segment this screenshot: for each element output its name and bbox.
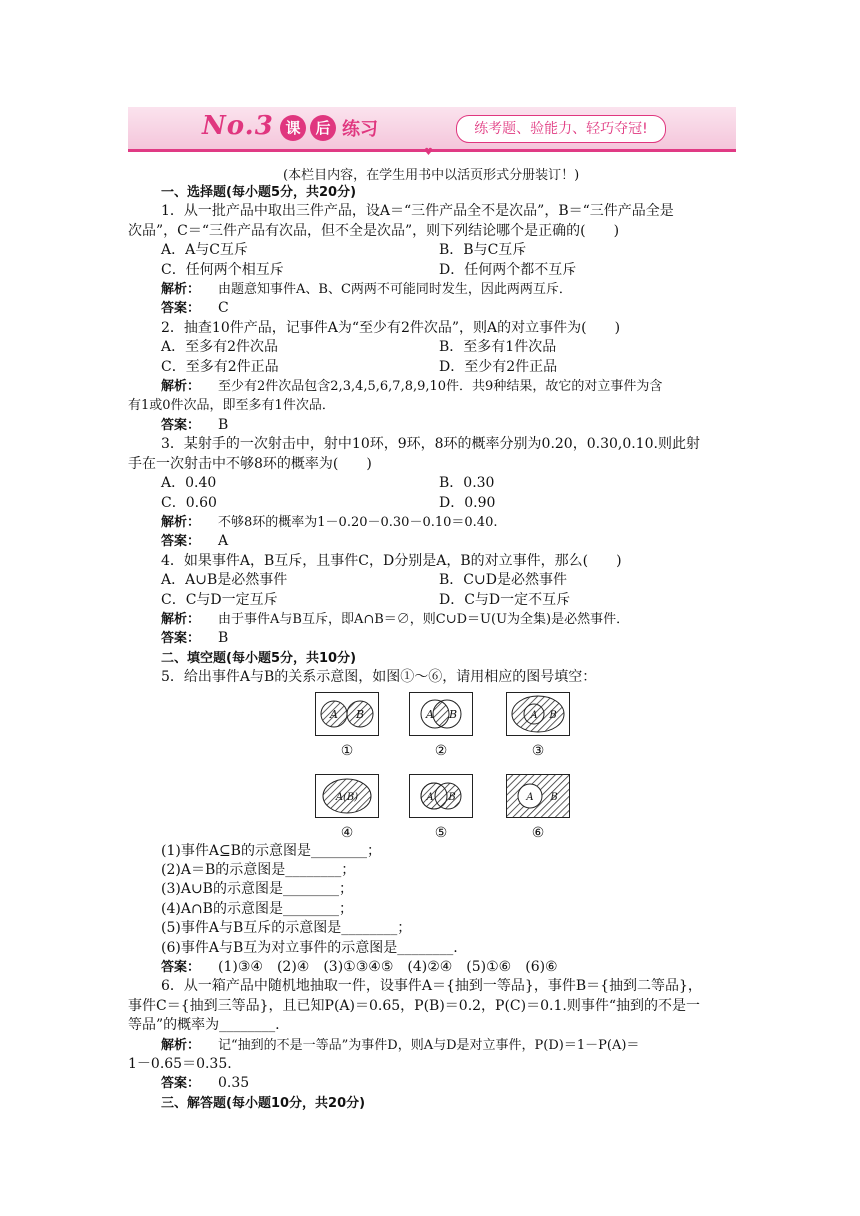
q6-stem-line1: 6．从一箱产品中随机地抽取一件，设事件A＝{抽到一等品}，事件B＝{抽到二等品}， <box>161 978 702 995</box>
answer-label: 答案： <box>161 301 201 317</box>
analysis-label: 解析： <box>161 379 201 395</box>
q1-options-row1 <box>128 241 734 260</box>
q6-answer-value: 0.35 <box>218 1075 250 1092</box>
answer-label: 答案： <box>161 631 201 647</box>
q3-option-c: C．0.60 <box>161 494 217 511</box>
header-banner <box>128 103 736 158</box>
set-ab-label: A(B) <box>335 791 359 803</box>
q1-answer-value: C <box>218 300 229 317</box>
q2-option-a: A．至多有2件次品 <box>161 339 279 356</box>
set-b-label: B <box>448 791 456 803</box>
q5-sub-3: (3)A∪B的示意图是________； <box>161 881 353 898</box>
q4-option-d: D．C与D一定不互斥 <box>439 591 571 608</box>
q2-stem: 2．抽查10件产品，记事件A为“至少有2件次品”，则A的对立事件为( ) <box>161 319 621 336</box>
q4-answer <box>128 629 734 648</box>
q2-option-d: D．至少有2件正品 <box>439 358 558 375</box>
q1-options-row2 <box>128 261 734 280</box>
q2-analysis-text-2: 有1或0件次品，即至多有1件次品． <box>128 398 335 414</box>
section-heading-1: 一、选择题(每小题5分，共20分) <box>161 185 357 200</box>
q2-option-b: B．至多有1件次品 <box>439 339 557 356</box>
q3-stem-line1: 3．某射手的一次射击中，射中10环，9环，8环的概率分别为0.20，0.30,0.10.则此射 <box>161 436 700 453</box>
q2-analysis <box>128 377 734 396</box>
venn-diagram-1 <box>315 692 379 736</box>
analysis-label: 解析： <box>161 1037 201 1053</box>
q1-option-b: B．B与C互斥 <box>439 242 527 259</box>
q4-option-c: C．C与D一定互斥 <box>161 591 278 608</box>
q4-option-b: B．C∪D是必然事件 <box>439 572 567 589</box>
q6-analysis <box>128 1036 734 1055</box>
q1-analysis <box>128 280 734 299</box>
q5-sub-5: (5)事件A与B互斥的示意图是________； <box>161 920 412 937</box>
q1-analysis-text: 由题意知事件A、B、C两两不可能同时发生，因此两两互斥． <box>218 282 572 298</box>
set-a-label: A <box>530 709 538 721</box>
diagram-label-6: ⑥ <box>531 824 545 841</box>
q1-option-d: D．任何两个都不互斥 <box>439 261 577 278</box>
answer-label: 答案： <box>161 417 201 433</box>
exercise-content <box>128 183 734 1113</box>
q1-answer <box>128 299 734 318</box>
set-b-label: B <box>448 707 458 721</box>
analysis-label: 解析： <box>161 514 201 530</box>
q4-options-row1 <box>128 571 734 590</box>
q4-analysis-text: 由于事件A与B互斥，即A∩B＝∅，则C∪D＝U(U为全集)是必然事件． <box>218 611 630 627</box>
q3-analysis-text: 不够8环的概率为1－0.20－0.30－0.10＝0.40. <box>218 514 498 530</box>
binding-note: (本栏目内容，在学生用书中以活页形式分册装订！) <box>283 168 580 183</box>
q1-option-c: C．任何两个相互斥 <box>161 261 284 278</box>
venn-diagrams <box>128 690 734 842</box>
q4-answer-value: B <box>218 630 229 647</box>
q5-sub-1: (1)事件A⊆B的示意图是________； <box>161 842 381 859</box>
q6-analysis-text-2: 1－0.65＝0.35. <box>128 1056 232 1073</box>
analysis-label: 解析： <box>161 611 201 627</box>
diagram-label-4: ④ <box>340 824 354 841</box>
set-a-label: A <box>426 791 434 803</box>
q2-options-row1 <box>128 338 734 357</box>
set-a-label: A <box>526 791 534 803</box>
q3-answer <box>128 532 734 551</box>
q4-option-a: A．A∪B是必然事件 <box>161 572 288 589</box>
q3-option-a: A．0.40 <box>161 475 217 492</box>
section-number-logo: No.3 <box>202 111 274 141</box>
venn-diagram-6 <box>506 774 570 818</box>
q2-option-c: C．至多有2件正品 <box>161 358 279 375</box>
set-b-label: B <box>549 709 557 721</box>
diagram-label-5: ⑤ <box>434 824 448 841</box>
q2-answer-value: B <box>218 416 229 433</box>
answer-label: 答案： <box>161 960 201 975</box>
q3-options-row1 <box>128 474 734 493</box>
q6-stem-line2: 事件C＝{抽到三等品}，且已知P(A)＝0.65，P(B)＝0.2，P(C)＝0.1.则事件“抽到的不是一 <box>128 997 700 1014</box>
set-a-label: A <box>426 707 434 721</box>
q3-option-b: B．0.30 <box>439 475 495 492</box>
section-heading-3: 三、解答题(每小题10分，共20分) <box>161 1095 366 1111</box>
q4-analysis <box>128 610 734 629</box>
section-heading-2: 二、填空题(每小题5分，共10分) <box>161 650 357 666</box>
q3-stem-line2: 手在一次射击中不够8环的概率为( ) <box>128 455 372 472</box>
q6-stem-line3: 等品”的概率为________. <box>128 1017 280 1034</box>
q6-answer <box>128 1074 734 1093</box>
answer-label: 答案： <box>161 534 201 550</box>
q1-option-a: A．A与C互斥 <box>161 242 248 259</box>
header-slogan: 练考题、验能力、轻巧夺冠! <box>456 115 666 143</box>
analysis-label: 解析： <box>161 282 201 298</box>
q4-options-row2 <box>128 591 734 610</box>
venn-diagram-3 <box>506 692 570 736</box>
badge-hou: 后 <box>310 115 336 141</box>
q5-answer <box>128 958 734 977</box>
answer-label: 答案： <box>161 1076 201 1092</box>
q2-options-row2 <box>128 358 734 377</box>
set-b-label: B <box>355 707 365 721</box>
q5-stem: 5．给出事件A与B的关系示意图，如图①～⑥，请用相应的图号填空： <box>161 669 597 686</box>
q3-option-d: D．0.90 <box>439 494 496 511</box>
heart-icon: ♥ <box>424 147 433 158</box>
q6-analysis-text-1: 记“抽到的不是一等品”为事件D，则A与D是对立事件，P(D)＝1－P(A)＝ <box>218 1037 640 1053</box>
badge-ke: 课 <box>280 115 306 141</box>
q3-answer-value: A <box>218 533 229 550</box>
venn-diagram-2 <box>409 692 473 736</box>
venn-diagram-5 <box>409 774 473 818</box>
q1-stem-line1: 1．从一批产品中取出三件产品，设A＝“三件产品全不是次品”，B＝“三件产品全是 <box>161 203 674 220</box>
set-b-label: B <box>550 791 558 803</box>
venn-diagram-4 <box>315 774 379 818</box>
q5-answer-value: (1)③④ (2)④ (3)①③④⑤ (4)②④ (5)①⑥ (6)⑥ <box>218 959 558 975</box>
q3-analysis <box>128 513 734 532</box>
set-a-label: A <box>330 707 338 721</box>
q5-sub-2: (2)A＝B的示意图是________； <box>161 861 356 878</box>
diagram-label-3: ③ <box>531 742 545 759</box>
q4-stem: 4．如果事件A，B互斥，且事件C，D分别是A，B的对立事件，那么( ) <box>161 552 622 569</box>
q3-options-row2 <box>128 494 734 513</box>
diagram-label-1: ① <box>340 742 354 759</box>
q2-analysis-text-1: 至少有2件次品包含2,3,4,5,6,7,8,9,10件．共9种结果，故它的对立事件为含 <box>218 379 663 395</box>
diagram-label-2: ② <box>434 742 448 759</box>
q5-sub-4: (4)A∩B的示意图是________； <box>161 900 353 917</box>
q2-answer <box>128 416 734 435</box>
q1-stem-line2: 次品”，C＝“三件产品有次品，但不全是次品”，则下列结论哪个是正确的( ) <box>128 222 620 239</box>
header-title: 练习 <box>342 119 378 140</box>
q5-sub-6: (6)事件A与B互为对立事件的示意图是________. <box>161 939 458 956</box>
